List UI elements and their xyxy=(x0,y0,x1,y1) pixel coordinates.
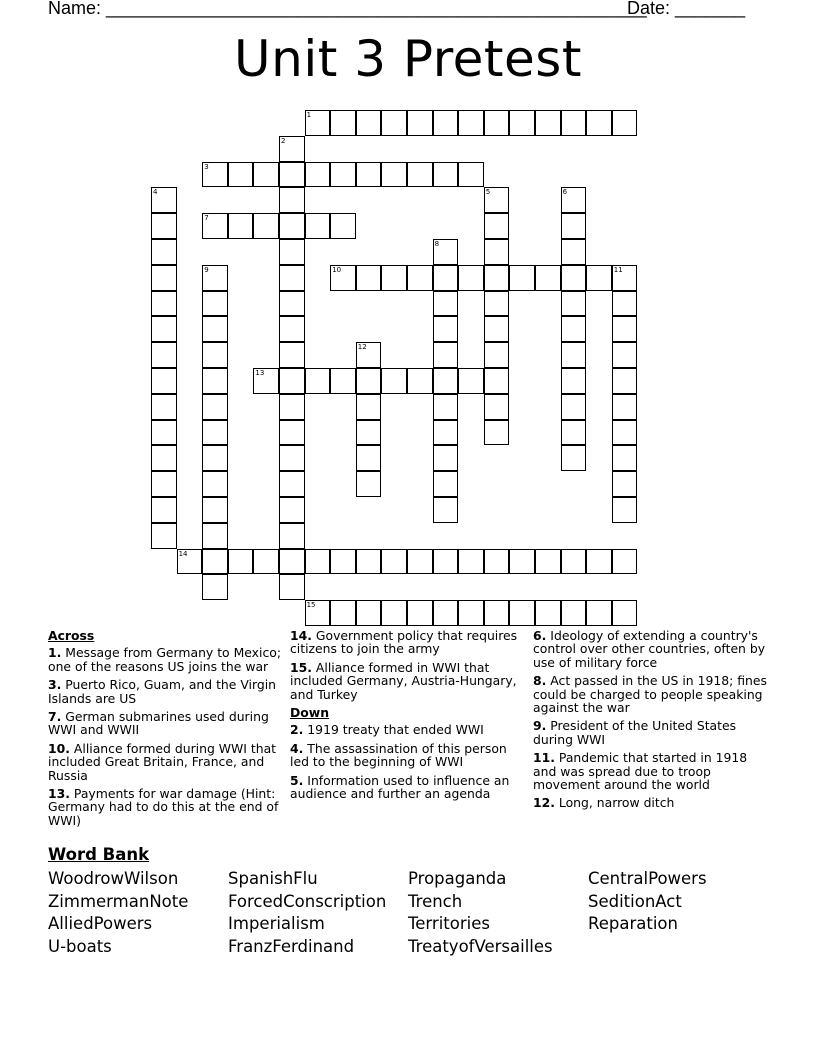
crossword-cell[interactable] xyxy=(484,239,510,265)
crossword-cell[interactable] xyxy=(202,445,228,471)
crossword-cell[interactable] xyxy=(305,213,331,239)
crossword-cell[interactable] xyxy=(458,549,484,575)
word-bank-item: ZimmermanNote xyxy=(48,892,189,911)
crossword-cell[interactable] xyxy=(330,549,356,575)
crossword-cell[interactable] xyxy=(381,110,407,136)
crossword-cell[interactable] xyxy=(330,162,356,188)
crossword-cell[interactable] xyxy=(586,265,612,291)
crossword-cell[interactable] xyxy=(484,600,510,626)
clue-number: 14 xyxy=(178,549,188,558)
crossword-cell[interactable] xyxy=(279,162,305,188)
crossword-cell[interactable] xyxy=(586,110,612,136)
crossword-cell[interactable] xyxy=(586,549,612,575)
crossword-cell[interactable] xyxy=(202,368,228,394)
word-bank-item: Trench xyxy=(408,892,463,911)
clue-number: 5 xyxy=(485,188,491,197)
crossword-cell[interactable] xyxy=(433,445,459,471)
clue-number: 7 xyxy=(204,214,209,223)
crossword-cell[interactable] xyxy=(407,368,433,394)
crossword-cell[interactable] xyxy=(561,110,587,136)
clue-across-13: 13. Payments for war damage (Hint: Germany had to do this at the end of WWI) xyxy=(48,786,279,828)
crossword-cell[interactable] xyxy=(279,394,305,420)
crossword-cell[interactable] xyxy=(151,445,177,471)
clues-column-1 xyxy=(48,629,284,832)
crossword-cell[interactable] xyxy=(356,265,382,291)
crossword-cell[interactable] xyxy=(151,291,177,317)
crossword-cell[interactable] xyxy=(279,549,305,575)
crossword-cell[interactable] xyxy=(433,265,459,291)
crossword-cell[interactable] xyxy=(433,394,459,420)
crossword-cell[interactable] xyxy=(407,600,433,626)
crossword-cell[interactable] xyxy=(561,239,587,265)
crossword-cell[interactable] xyxy=(356,445,382,471)
crossword-cell[interactable] xyxy=(612,368,638,394)
crossword-cell[interactable] xyxy=(407,110,433,136)
crossword-cell[interactable] xyxy=(202,497,228,523)
crossword-cell[interactable] xyxy=(279,342,305,368)
page-title: Unit 3 Pretest xyxy=(234,30,582,88)
crossword-cell[interactable] xyxy=(509,600,535,626)
crossword-cell[interactable] xyxy=(612,342,638,368)
crossword-cell[interactable] xyxy=(330,368,356,394)
crossword-cell[interactable] xyxy=(228,213,254,239)
word-bank-item: Reparation xyxy=(588,914,678,933)
crossword-cell[interactable] xyxy=(279,368,305,394)
crossword-cell[interactable] xyxy=(484,316,510,342)
crossword-cell[interactable] xyxy=(202,523,228,549)
crossword-cell[interactable] xyxy=(612,600,638,626)
crossword-cell[interactable] xyxy=(433,549,459,575)
clue-down-6: 6. Ideology of extending a country's control over other countries, often by use of military force xyxy=(533,628,766,670)
clue-number: 10 xyxy=(332,265,342,274)
crossword-cell[interactable] xyxy=(561,445,587,471)
crossword-cell[interactable] xyxy=(535,110,561,136)
crossword-cell[interactable] xyxy=(305,162,331,188)
word-bank-item: Imperialism xyxy=(228,914,325,933)
crossword-cell[interactable] xyxy=(356,162,382,188)
crossword-cell[interactable] xyxy=(151,497,177,523)
crossword-cell[interactable] xyxy=(433,316,459,342)
clues-column-3 xyxy=(533,629,769,815)
crossword-cell[interactable] xyxy=(484,394,510,420)
crossword-cell[interactable] xyxy=(202,291,228,317)
crossword-cell[interactable] xyxy=(330,110,356,136)
crossword-cell[interactable] xyxy=(253,162,279,188)
date-field[interactable]: Date: _______ xyxy=(627,0,746,18)
word-bank-item: WoodrowWilson xyxy=(48,869,179,888)
clue-down-9: 9. President of the United States during WWI xyxy=(533,718,737,747)
crossword-cell[interactable] xyxy=(433,471,459,497)
crossword-cell[interactable] xyxy=(151,368,177,394)
crossword-cell[interactable] xyxy=(612,394,638,420)
crossword-cell[interactable] xyxy=(356,549,382,575)
crossword-cell[interactable] xyxy=(458,600,484,626)
clue-number: 8 xyxy=(434,240,440,248)
clue-down-4: 4. The assassination of this person led to the beginning of WWI xyxy=(290,740,507,770)
crossword-cell[interactable] xyxy=(535,265,561,291)
word-bank-item: Territories xyxy=(408,914,490,933)
crossword-cell[interactable] xyxy=(381,600,407,626)
word-bank-item: CentralPowers xyxy=(588,869,707,888)
crossword-cell[interactable] xyxy=(356,394,382,420)
crossword-cell[interactable] xyxy=(202,549,228,575)
down-heading: Down xyxy=(290,705,330,721)
crossword-cell[interactable] xyxy=(586,600,612,626)
crossword-cell[interactable] xyxy=(305,368,331,394)
crossword-cell[interactable] xyxy=(356,368,382,394)
word-bank-item: ForcedConscription xyxy=(228,892,387,911)
clue-across-1: 1. Message from Germany to Mexico; one of the reasons US joins the war xyxy=(48,645,282,674)
crossword-cell[interactable] xyxy=(381,549,407,575)
crossword-cell[interactable] xyxy=(381,368,407,394)
clue-number: 15 xyxy=(306,601,316,610)
crossword-cell[interactable] xyxy=(202,420,228,446)
crossword-cell[interactable] xyxy=(356,471,382,497)
clue-across-3: 3. Puerto Rico, Guam, and the Virgin Islands are US xyxy=(48,677,277,706)
name-field[interactable]: Name: ______________________________________________________ xyxy=(48,0,647,18)
crossword-cell[interactable] xyxy=(484,213,510,239)
crossword-cell[interactable] xyxy=(253,549,279,575)
clue-down-2: 2. 1919 treaty that ended WWI xyxy=(290,722,484,738)
crossword-cell[interactable] xyxy=(356,420,382,446)
crossword-cell[interactable] xyxy=(535,549,561,575)
crossword-cell[interactable] xyxy=(535,600,561,626)
clue-number: 1 xyxy=(306,111,312,119)
crossword-cell[interactable] xyxy=(279,265,305,291)
crossword-cell[interactable] xyxy=(561,265,587,291)
crossword-cell[interactable] xyxy=(407,549,433,575)
clue-number: 12 xyxy=(357,343,367,352)
crossword-cell[interactable] xyxy=(458,265,484,291)
clue-across-7: 7. German submarines used during WWI and WWII xyxy=(48,709,269,738)
clue-number: 4 xyxy=(153,188,158,197)
crossword-cell[interactable] xyxy=(356,600,382,626)
word-bank-item: SeditionAct xyxy=(588,892,682,911)
crossword-cell[interactable] xyxy=(433,110,459,136)
crossword-cell[interactable] xyxy=(356,110,382,136)
crossword-cell[interactable] xyxy=(612,471,638,497)
crossword-cell[interactable] xyxy=(484,291,510,317)
crossword-cell[interactable] xyxy=(279,291,305,317)
clue-number: 6 xyxy=(562,188,568,197)
crossword-cell[interactable] xyxy=(279,239,305,265)
word-bank-item: U-boats xyxy=(48,937,112,956)
crossword-cell[interactable] xyxy=(561,291,587,317)
crossword-cell[interactable] xyxy=(279,497,305,523)
crossword-cell[interactable] xyxy=(151,471,177,497)
crossword-cell[interactable] xyxy=(151,239,177,265)
crossword-cell[interactable] xyxy=(407,162,433,188)
crossword-cell[interactable] xyxy=(433,420,459,446)
clue-down-12: 12. Long, narrow ditch xyxy=(533,795,675,811)
clue-down-8: 8. Act passed in the US in 1918; fines could be charged to people speaking against the war xyxy=(533,673,767,716)
crossword-cell[interactable] xyxy=(433,162,459,188)
crossword-cell[interactable] xyxy=(561,394,587,420)
word-bank-item: SpanishFlu xyxy=(228,869,318,888)
clue-number: 3 xyxy=(204,162,209,171)
crossword-cell[interactable] xyxy=(509,110,535,136)
crossword-cell[interactable] xyxy=(202,394,228,420)
crossword-cell[interactable] xyxy=(561,342,587,368)
crossword-cell[interactable] xyxy=(509,265,535,291)
word-bank-item: FranzFerdinand xyxy=(228,937,355,956)
crossword-cell[interactable] xyxy=(561,420,587,446)
crossword-cell[interactable] xyxy=(202,316,228,342)
crossword-cell[interactable] xyxy=(612,420,638,446)
clue-number: 13 xyxy=(255,369,265,377)
word-bank-item: AlliedPowers xyxy=(48,914,153,933)
crossword-cell[interactable] xyxy=(612,497,638,523)
crossword-cell[interactable] xyxy=(202,342,228,368)
crossword-cell[interactable] xyxy=(279,316,305,342)
crossword-cell[interactable] xyxy=(151,420,177,446)
crossword-cell[interactable] xyxy=(433,368,459,394)
crossword-cell[interactable] xyxy=(202,471,228,497)
clue-across-10: 10. Alliance formed during WWI that included Great Britain, France, and Russia xyxy=(48,740,277,783)
crossword-cell[interactable] xyxy=(305,549,331,575)
crossword-cell[interactable] xyxy=(279,523,305,549)
crossword-cell[interactable] xyxy=(433,291,459,317)
crossword-cell[interactable] xyxy=(330,213,356,239)
crossword-cell[interactable] xyxy=(202,574,228,600)
crossword-cell[interactable] xyxy=(433,497,459,523)
crossword-cell[interactable] xyxy=(484,342,510,368)
crossword-cell[interactable] xyxy=(151,265,177,291)
crossword-cell[interactable] xyxy=(279,187,305,213)
crossword-cell[interactable] xyxy=(484,420,510,446)
clue-down-5: 5. Information used to influence an audience and further an agenda xyxy=(290,772,510,802)
crossword-cell[interactable] xyxy=(484,368,510,394)
clue-across-15: 15. Alliance formed in WWI that included Germany, Austria-Hungary, and Turkey xyxy=(290,659,517,702)
crossword-cell[interactable] xyxy=(509,549,535,575)
crossword-cell[interactable] xyxy=(484,549,510,575)
crossword-cell[interactable] xyxy=(228,162,254,188)
crossword-cell[interactable] xyxy=(612,549,638,575)
word-bank-item: TreatyofVersailles xyxy=(408,937,553,956)
crossword-cell[interactable] xyxy=(279,213,305,239)
crossword-cell[interactable] xyxy=(279,420,305,446)
clues-column-2 xyxy=(290,629,526,805)
crossword-cell[interactable] xyxy=(561,316,587,342)
crossword-cell[interactable] xyxy=(279,471,305,497)
clue-number: 2 xyxy=(281,136,286,145)
crossword-cell[interactable] xyxy=(612,445,638,471)
crossword-cell[interactable] xyxy=(484,265,510,291)
crossword-cell[interactable] xyxy=(151,523,177,549)
crossword-cell[interactable] xyxy=(381,265,407,291)
word-bank-item: Propaganda xyxy=(408,869,507,888)
crossword-cell[interactable] xyxy=(151,316,177,342)
crossword-cell[interactable] xyxy=(612,291,638,317)
across-heading: Across xyxy=(48,628,95,643)
crossword-cell[interactable] xyxy=(381,162,407,188)
crossword-cell[interactable] xyxy=(433,600,459,626)
crossword-cell[interactable] xyxy=(458,110,484,136)
crossword-cell[interactable] xyxy=(561,600,587,626)
crossword-cell[interactable] xyxy=(279,445,305,471)
clue-down-11: 11. Pandemic that started in 1918 and was spread due to troop movement around the world xyxy=(533,750,748,793)
crossword-cell[interactable] xyxy=(330,600,356,626)
crossword-cell[interactable] xyxy=(458,368,484,394)
crossword-cell[interactable] xyxy=(253,213,279,239)
word-bank-title: Word Bank xyxy=(48,845,150,864)
crossword-cell[interactable] xyxy=(151,213,177,239)
crossword-cell[interactable] xyxy=(612,110,638,136)
crossword-cell[interactable] xyxy=(561,213,587,239)
crossword-cell[interactable] xyxy=(151,394,177,420)
crossword-cell[interactable] xyxy=(484,110,510,136)
clue-across-14: 14. Government policy that requires citizens to join the army xyxy=(290,628,518,657)
crossword-cell[interactable] xyxy=(407,265,433,291)
crossword-cell[interactable] xyxy=(612,316,638,342)
clue-number: 11 xyxy=(613,265,623,274)
crossword-cell[interactable] xyxy=(228,549,254,575)
crossword-cell[interactable] xyxy=(561,549,587,575)
crossword-cell[interactable] xyxy=(561,368,587,394)
crossword-cell[interactable] xyxy=(151,342,177,368)
crossword-cell[interactable] xyxy=(279,574,305,600)
clue-number: 9 xyxy=(204,265,209,274)
crossword-cell[interactable] xyxy=(458,162,484,188)
crossword-cell[interactable] xyxy=(433,342,459,368)
